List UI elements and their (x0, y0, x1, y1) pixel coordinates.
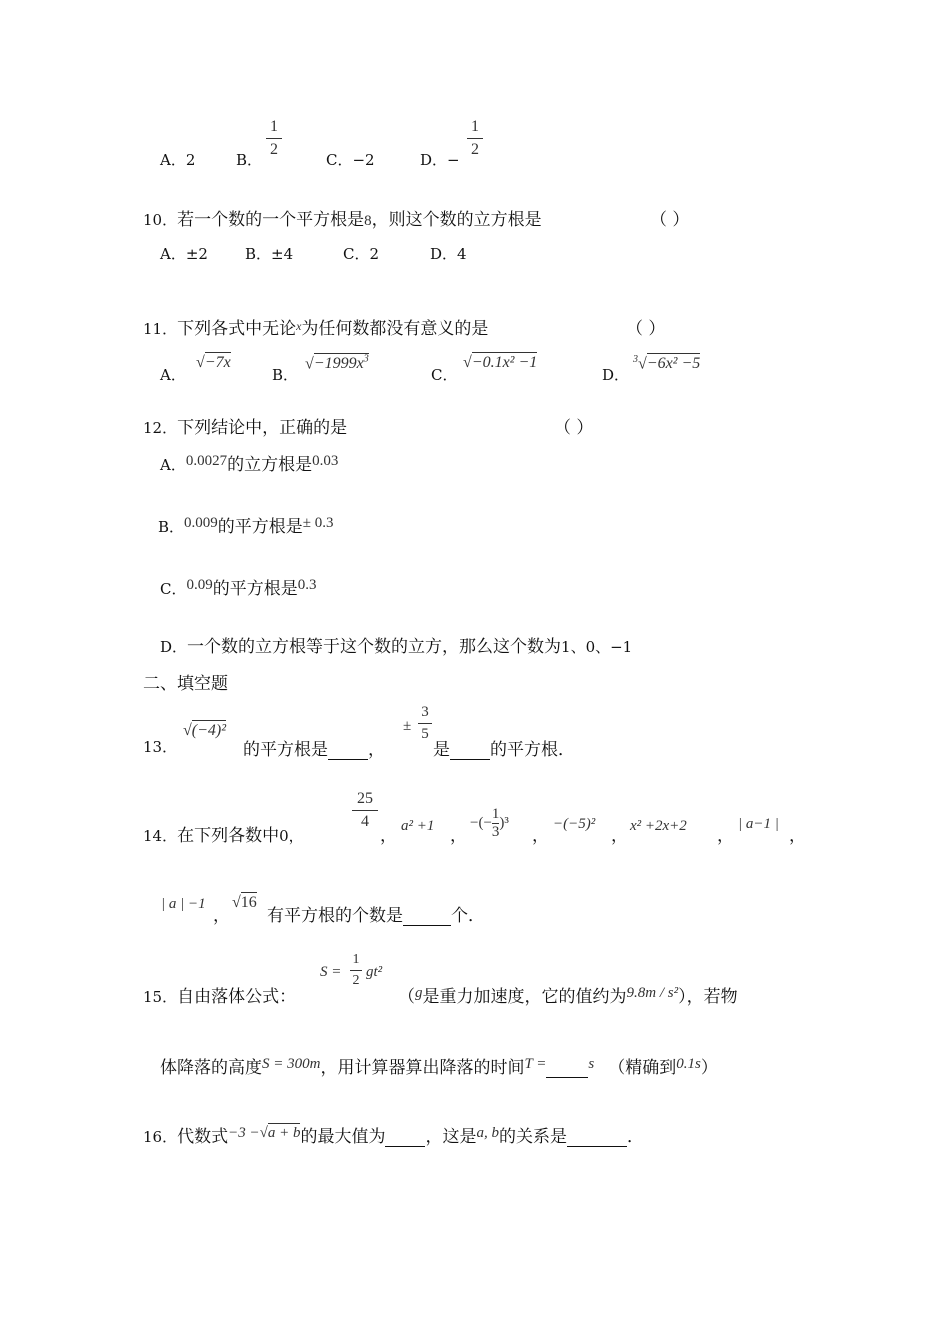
q15-half-fraction: 1 2 (350, 952, 362, 989)
q13-blank-1[interactable] (328, 743, 368, 760)
q13-plus-minus: ± (403, 718, 412, 734)
q14-intro: 14．在下列各数中0， (143, 826, 304, 846)
q9-d-fraction: 1 2 (467, 118, 483, 159)
q14-expr-neg-third-cubed: −(− $\frac{1}{3}$ )³ (470, 806, 509, 840)
q10-option-a: A．±2 (160, 245, 208, 263)
q9-option-a: A．2 (160, 151, 196, 169)
q10-answer-paren: （ ） (650, 210, 690, 230)
q14-comma-2: ， (450, 826, 467, 846)
q9-option-b: B． (236, 151, 263, 169)
q11-option-a-label: A． (160, 366, 186, 384)
q13-blank-2[interactable] (450, 743, 490, 760)
question-10: 10．若一个数的一个平方根是8，则这个数的立方根是 (143, 210, 542, 230)
q10-option-c: C．2 (343, 245, 380, 263)
q14-sqrt-16: √16 (232, 894, 257, 911)
q14-comma-4: ， (611, 826, 628, 846)
q13-radical: √(−4)² (183, 722, 227, 739)
q11-option-d-expr: $^3$√−6x² −5 (633, 354, 701, 373)
section-title-fill-in: 二、填空题 (143, 674, 228, 694)
q9-b-fraction: 1 2 (266, 118, 282, 159)
q9-option-d: D．− (420, 151, 460, 169)
q12-option-b: B．0.009的平方根是± 0.3 (158, 515, 334, 537)
q11-option-b-expr: $√-1999x^3$ (305, 354, 369, 373)
q16-blank-2[interactable] (567, 1130, 627, 1147)
q14-expr-abs-a-minus-1b: | a | −1 (161, 896, 206, 912)
q14-comma-3: ， (532, 826, 549, 846)
q15-gt2: gt² (366, 964, 383, 980)
q14-comma-5: ， (717, 826, 734, 846)
q13-text-2: 是 的平方根． (433, 740, 575, 760)
q16-blank-1[interactable] (385, 1130, 425, 1147)
q11-answer-paren: （ ） (626, 319, 666, 339)
q14-fraction-25-4: 25 4 (352, 790, 378, 831)
q14-comma-6: ， (789, 826, 806, 846)
q16-line: 16．代数式−3 −√a + b的最大值为 ，这是a, b的关系是 ． (143, 1125, 644, 1147)
q12-option-a: A．0.0027的立方根是0.03 (160, 453, 339, 475)
q13-fraction: 3 5 (418, 704, 432, 743)
question-12: 12．下列结论中，正确的是 (143, 418, 348, 438)
q10-option-b: B．±4 (245, 245, 294, 263)
q11-option-a-expr: √−7x (196, 354, 231, 371)
q9-option-c: C．−2 (326, 151, 375, 169)
q14-expr-neg-neg5-sq: −(−5)² (553, 816, 596, 832)
q14-blank[interactable] (403, 909, 451, 926)
q11-option-b-label: B． (272, 366, 299, 384)
q14-comma-1: ， (380, 826, 397, 846)
q14-comma-7: ， (213, 906, 230, 926)
q10-option-d: D．4 (430, 245, 467, 263)
q13-number: 13． (143, 738, 178, 756)
q14-text-2: 有平方根的个数是 个． (267, 906, 485, 926)
q11-option-c-label: C． (431, 366, 458, 384)
q13-text-1: 的平方根是 ， (243, 740, 385, 760)
q12-answer-paren: （ ） (554, 418, 594, 438)
q12-option-d: D．一个数的立方根等于这个数的立方，那么这个数为1、0、−1 (160, 637, 633, 657)
q11-option-d-label: D． (602, 366, 630, 384)
q15-text-2: （g是重力加速度，它的值约为9.8m / s²），若物 (398, 985, 738, 1007)
q15-blank[interactable] (546, 1061, 588, 1078)
q14-expr-a2-plus-1: a² +1 (401, 818, 435, 834)
question-11: 11．下列各式中无论$^x$为任何数都没有意义的是 (143, 319, 489, 339)
q15-line-2: 体降落的高度S = 300m，用计算器算出降落的时间T = s （精确到0.1s） (160, 1056, 718, 1078)
q11-option-c-expr: √−0.1x² −1 (463, 354, 538, 371)
q12-option-c: C．0.09的平方根是0.3 (160, 577, 317, 599)
q14-expr-quadratic: x² +2x+2 (630, 818, 687, 834)
q14-expr-abs-a-minus-1: | a−1 | (738, 816, 779, 832)
q15-s-equals: S = (320, 964, 342, 980)
q15-intro: 15．自由落体公式： (143, 987, 297, 1007)
